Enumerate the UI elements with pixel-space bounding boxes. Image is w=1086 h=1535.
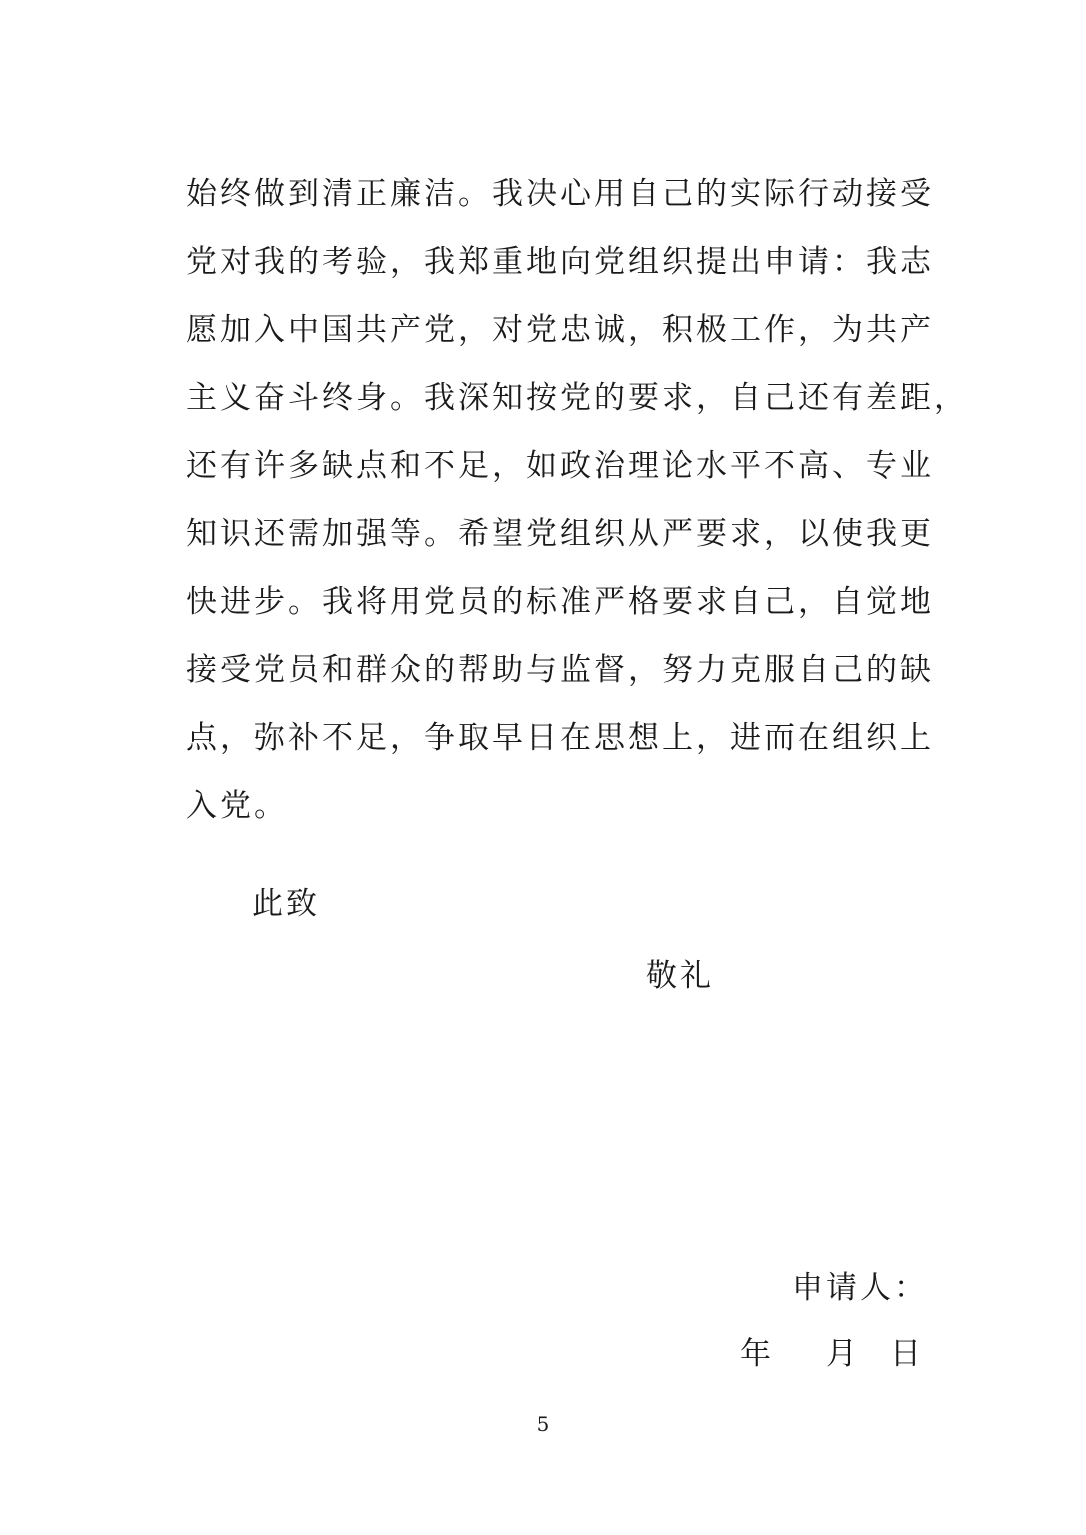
body-line-5: 还有许多缺点和不足，如政治理论水平不高、专业 [186, 448, 934, 484]
date-year-label: 年 [740, 1336, 771, 1372]
body-line-4: 主义奋斗终身。我深知按党的要求，自己还有差距， [186, 380, 968, 416]
closing-salutation: 此致 [252, 886, 320, 922]
body-line-6: 知识还需加强等。希望党组织从严要求，以使我更 [186, 516, 934, 552]
closing-regards: 敬礼 [646, 958, 714, 994]
date-line [740, 1328, 926, 1380]
body-line-1: 始终做到清正廉洁。我决心用自己的实际行动接受 [186, 176, 934, 212]
page-number: 5 [536, 1412, 550, 1436]
body-line-8: 接受党员和群众的帮助与监督，努力克服自己的缺 [186, 652, 934, 688]
letter-body [186, 160, 968, 840]
date-month-label: 月 [826, 1336, 857, 1372]
body-line-10: 入党。 [186, 788, 288, 824]
date-day-label: 日 [890, 1336, 921, 1372]
body-line-9: 点，弥补不足，争取早日在思想上，进而在组织上 [186, 720, 934, 756]
body-line-2: 党对我的考验，我郑重地向党组织提出申请：我志 [186, 244, 934, 280]
body-line-7: 快进步。我将用党员的标准严格要求自己，自觉地 [186, 584, 934, 620]
applicant-label: 申请人： [792, 1270, 928, 1306]
body-line-3: 愿加入中国共产党，对党忠诚，积极工作，为共产 [186, 312, 934, 348]
